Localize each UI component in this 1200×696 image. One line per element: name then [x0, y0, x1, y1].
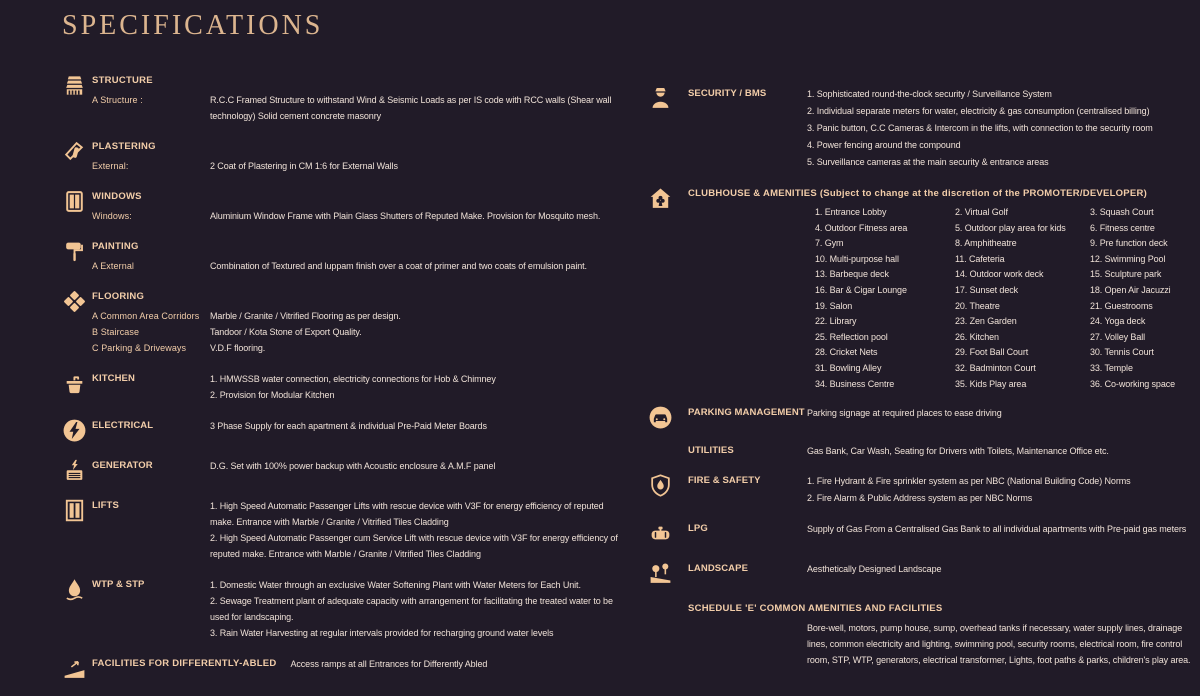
- clubhouse-label: CLUBHOUSE & AMENITIES: [688, 188, 817, 199]
- row-text: V.D.F flooring.: [210, 343, 266, 353]
- amenity-item: 13. Barbeque deck: [815, 269, 889, 280]
- amenity-item: 8. Amphitheatre: [955, 238, 1017, 249]
- generator-icon: [62, 458, 92, 483]
- amenity-item: 11. Cafeteria: [955, 253, 1005, 264]
- row-text: Access ramps at all Entrances for Differently Abled: [290, 659, 488, 669]
- row-text: Aesthetically Designed Landscape: [807, 564, 942, 575]
- spec-row: [92, 577, 622, 641]
- section-kitchen: [62, 371, 622, 403]
- amenity-item: 31. Bowling Alley: [815, 362, 882, 373]
- section-electrical: [62, 418, 622, 443]
- row-text: [807, 86, 1194, 171]
- floor-tiles-icon: [62, 289, 92, 356]
- amenity-item: 35. Kids Play area: [955, 378, 1027, 389]
- section-label: SECURITY / BMS: [688, 88, 767, 99]
- section-label: [688, 186, 1194, 202]
- left-column: [62, 73, 622, 696]
- spec-line: 1. High Speed Automatic Passenger Lifts with rescue device with V3F for energy efficiency of reputed make. Entrance with Marble / Granite / Vitrified Tiles Cladding: [210, 501, 604, 527]
- section-label: STRUCTURE: [92, 75, 153, 86]
- amenity-item: 27. Volley Ball: [1090, 331, 1146, 342]
- amenity-item: 2. Virtual Golf: [955, 207, 1008, 217]
- section-schedule-e: [648, 601, 1194, 668]
- row-text: Supply of Gas From a Centralised Gas Bank to all individual apartments with Pre-paid gas meters: [807, 524, 1187, 535]
- spec-line: 3 Phase Supply for each apartment & individual Pre-Paid Meter Boards: [210, 421, 487, 431]
- utilities-icon-spacer: [648, 443, 688, 459]
- amenity-item: 4. Outdoor Fitness area: [815, 222, 908, 233]
- row-text: Aluminium Window Frame with Plain Glass Shutters of Reputed Make. Provision for Mosquito mesh.: [210, 211, 601, 221]
- section-label: FLOORING: [92, 291, 145, 302]
- section-utilities: [648, 443, 1194, 459]
- row-text: Marble / Granite / Vitrified Flooring as per design.: [210, 311, 401, 321]
- section-label: FACILITIES FOR DIFFERENTLY-ABLED: [92, 658, 277, 669]
- spec-row: [688, 405, 1194, 421]
- amenity-item: 29. Foot Ball Court: [955, 347, 1029, 358]
- spec-row: [688, 443, 1194, 459]
- row-label: A External: [92, 261, 135, 271]
- row-text: 2 Coat of Plastering in CM 1:6 for External Walls: [210, 161, 398, 171]
- section-label: PLASTERING: [92, 141, 156, 152]
- section-structure: [62, 73, 622, 124]
- amenity-item: 1. Entrance Lobby: [815, 207, 887, 217]
- spec-row: [92, 258, 622, 274]
- amenity-item: 32. Badminton Court: [955, 362, 1036, 373]
- row-text: Tandoor / Kota Stone of Export Quality.: [210, 327, 362, 337]
- amenity-item: 28. Cricket Nets: [815, 347, 878, 358]
- section-label: FIRE & SAFETY: [688, 475, 761, 487]
- section-wtp-stp: [62, 577, 622, 641]
- amenity-item: 24. Yoga deck: [1090, 316, 1146, 327]
- trowel-icon: [62, 139, 92, 174]
- amenity-item: 18. Open Air Jacuzzi: [1090, 284, 1171, 295]
- parking-car-icon: [648, 405, 688, 430]
- row-label: B Staircase: [92, 327, 140, 337]
- landscape-trees-icon: [648, 561, 688, 586]
- spec-line: 1. Sophisticated round-the-clock security / Surveillance System: [807, 89, 1052, 99]
- section-parking: [648, 405, 1194, 430]
- spec-line: 3. Panic button, C.C Cameras & Intercom in the lifts, with connection to the security room: [807, 123, 1153, 133]
- section-flooring: [62, 289, 622, 356]
- amenity-item: 5. Outdoor play area for kids: [955, 222, 1066, 233]
- row-label: Windows:: [92, 211, 132, 221]
- amenity-item: 6. Fitness centre: [1090, 222, 1155, 233]
- amenity-item: 34. Business Centre: [815, 378, 895, 389]
- spec-line: 2. Sewage Treatment plant of adequate capacity with arrangement for facilitating the treated water to be used for landscaping.: [210, 596, 613, 622]
- section-label: SCHEDULE 'E' COMMON AMENITIES AND FACILITIES: [688, 603, 943, 615]
- section-generator: [62, 458, 622, 483]
- section-plastering: [62, 139, 622, 174]
- spec-line: 2. Fire Alarm & Public Address system as per NBC Norms: [807, 493, 1033, 504]
- water-drop-icon: [62, 577, 92, 641]
- spec-row: [92, 308, 622, 324]
- section-label: KITCHEN: [92, 373, 135, 384]
- row-text: Gas Bank, Car Wash, Seating for Drivers with Toilets, Maintenance Office etc.: [807, 446, 1109, 457]
- amenity-item: 12. Swimming Pool: [1090, 253, 1166, 264]
- fire-shield-icon: [648, 473, 688, 507]
- clubhouse-icon: [648, 186, 688, 392]
- section-label: UTILITIES: [688, 445, 734, 457]
- section-painting: [62, 239, 622, 274]
- spec-line: 5. Surveillance cameras at the main security & entrance areas: [807, 157, 1049, 167]
- amenity-item: 3. Squash Court: [1090, 207, 1154, 217]
- section-label: PAINTING: [92, 241, 139, 252]
- section-landscape: [648, 561, 1194, 586]
- amenity-item: 21. Guestrooms: [1090, 300, 1153, 311]
- section-clubhouse-amenities: [648, 186, 1194, 392]
- security-guard-icon: [648, 86, 688, 171]
- row-text: Parking signage at required places to ease driving: [807, 408, 1002, 419]
- spec-row: [688, 86, 1194, 171]
- section-lifts: [62, 498, 622, 562]
- section-fire-safety: [648, 473, 1194, 507]
- row-label: C Parking & Driveways: [92, 343, 187, 353]
- row-text: [210, 498, 622, 562]
- spec-row: [688, 561, 1194, 577]
- spec-row: [92, 340, 622, 356]
- amenity-item: 16. Bar & Cigar Lounge: [815, 284, 907, 295]
- spec-row: [92, 656, 622, 672]
- amenity-item: 14. Outdoor work deck: [955, 269, 1044, 280]
- spec-row: [92, 458, 622, 474]
- spec-line: 2. Provision for Modular Kitchen: [210, 390, 335, 400]
- amenity-item: 17. Sunset deck: [955, 284, 1019, 295]
- amenity-item: 7. Gym: [815, 238, 844, 249]
- spec-line: 1. Domestic Water through an exclusive Water Softening Plant with Water Meters for Each Unit.: [210, 580, 581, 590]
- section-security-bms: [648, 86, 1194, 171]
- clubhouse-note: (Subject to change at the discretion of the PROMOTER/DEVELOPER): [819, 188, 1147, 199]
- gas-cylinder-icon: [648, 521, 688, 546]
- ramp-icon: [62, 656, 92, 681]
- spec-row: [688, 521, 1194, 537]
- section-label: WINDOWS: [92, 191, 142, 202]
- section-label: PARKING MANAGEMENT: [688, 407, 805, 419]
- schedule-icon-spacer: [648, 601, 688, 668]
- spec-row: [92, 92, 622, 124]
- amenity-item: 33. Temple: [1090, 362, 1133, 373]
- amenity-item: 19. Salon: [815, 300, 853, 311]
- spec-row: [688, 473, 1194, 507]
- row-text: [210, 371, 622, 403]
- amenity-item: 22. Library: [815, 316, 857, 327]
- spec-line: 3. Rain Water Harvesting at regular intervals provided for recharging ground water levels: [210, 628, 554, 638]
- spec-row: [92, 498, 622, 562]
- row-text: [807, 473, 1194, 507]
- amenity-item: 36. Co-working space: [1090, 378, 1176, 389]
- row-text: Combination of Textured and luppam finish over a coat of primer and two coats of emulsion paint.: [210, 261, 587, 271]
- schedule-paragraph: Bore-well, motors, pump house, sump, overhead tanks if necessary, water supply lines, drainage lines, common electricity and lighting, swimming pool, security rooms, electrical room, fire control room, STP, WTP, generators, electrical transformer, Lights, foot paths & parks, children's play area.: [807, 623, 1191, 666]
- spec-row: [92, 208, 622, 224]
- amenity-item: 23. Zen Garden: [955, 316, 1017, 327]
- building-icon: [62, 73, 92, 124]
- section-label: LPG: [688, 523, 708, 535]
- section-differently-abled: [62, 656, 622, 681]
- elevator-icon: [62, 498, 92, 562]
- spec-line: 1. HMWSSB water connection, electricity connections for Hob & Chimney: [210, 374, 496, 384]
- spec-row: [92, 418, 622, 434]
- spec-line: 2. High Speed Automatic Passenger cum Service Lift with rescue device with V3F for energy efficiency of reputed make. Entrance with Marble / Granite / Vitrified Tiles Cladding: [210, 533, 618, 559]
- amenity-item: 25. Reflection pool: [815, 331, 888, 342]
- row-text: [210, 577, 622, 641]
- kitchen-sink-icon: [62, 371, 92, 403]
- section-label: GENERATOR: [92, 460, 153, 471]
- spec-line: 1. Fire Hydrant & Fire sprinkler system as per NBC (National Building Code) Norms: [807, 476, 1131, 487]
- spec-row: [92, 324, 622, 340]
- section-windows: [62, 189, 622, 224]
- amenity-item: 15. Sculpture park: [1090, 269, 1162, 280]
- section-label: WTP & STP: [92, 579, 145, 590]
- amenity-item: 10. Multi-purpose hall: [815, 253, 899, 264]
- amenity-item: 26. Kitchen: [955, 331, 999, 342]
- row-text: [210, 458, 622, 474]
- paint-roller-icon: [62, 239, 92, 274]
- row-text: R.C.C Framed Structure to withstand Wind & Seismic Loads as per IS code with RCC walls (Shear wall technology) Solid cement concrete masonry: [210, 95, 612, 121]
- row-text: [210, 418, 622, 434]
- page-title: SPECIFICATIONS: [62, 10, 324, 41]
- row-label: A Structure :: [92, 95, 143, 105]
- window-icon: [62, 189, 92, 224]
- amenity-item: 30. Tennis Court: [1090, 347, 1154, 358]
- spec-line: D.G. Set with 100% power backup with Acoustic enclosure & A.M.F panel: [210, 461, 496, 471]
- amenity-item: 20. Theatre: [955, 300, 1000, 311]
- section-label: LIFTS: [92, 500, 119, 511]
- spec-row: [92, 158, 622, 174]
- amenity-item: 9. Pre function deck: [1090, 238, 1168, 249]
- spec-row: [92, 371, 622, 403]
- spec-line: 4. Power fencing around the compound: [807, 140, 961, 150]
- spec-line: 2. Individual separate meters for water, electricity & gas consumption (centralised billing): [807, 106, 1150, 116]
- section-label: ELECTRICAL: [92, 420, 154, 431]
- row-label: A Common Area Corridors: [92, 311, 200, 321]
- right-column: [648, 86, 1194, 683]
- section-lpg: [648, 521, 1194, 546]
- section-label: LANDSCAPE: [688, 563, 749, 575]
- lightning-icon: [62, 418, 92, 443]
- row-label: External:: [92, 161, 129, 171]
- amenities-grid: [815, 205, 1194, 392]
